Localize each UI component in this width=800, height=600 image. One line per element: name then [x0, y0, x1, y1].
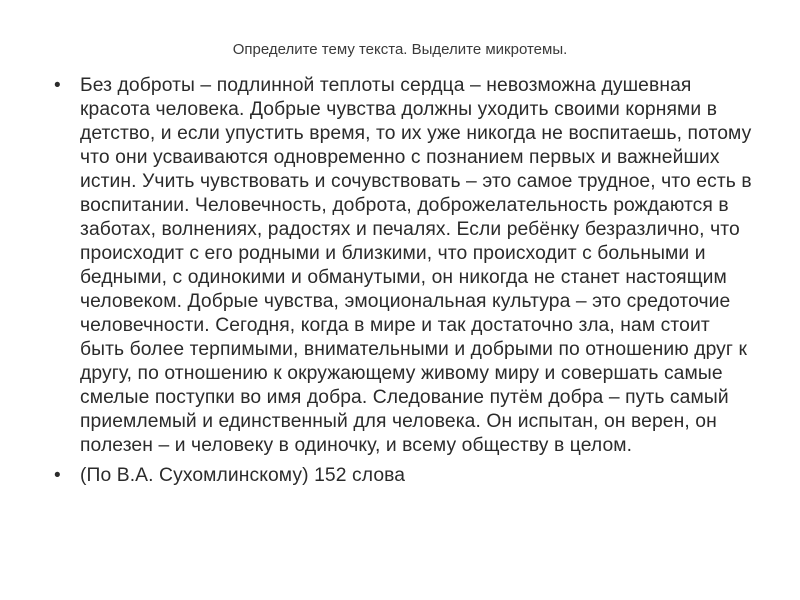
bullet-list: [0, 74, 800, 494]
bullet-marker: •: [54, 465, 61, 486]
main-text-paragraph: Без доброты – подлинной теплоты сердца – невозможна душевная красота человека. Добрые чувства должны уходить своими корнями в детство, и если упустить время, то их уже никогда не воспитаешь, потому что они усваиваются одновременно с познанием первых и важнейших истин. Учить чувствовать и сочувствовать – это самое трудное, что есть в воспитании. Человечность, доброта, доброжелательность рождаются в заботах, волнениях, радостях и печалях. Если ребёнку безразлично, что происходит с его родными и близкими, что происходит с больными и бедными, с одинокими и обманутыми, он никогда не станет настоящим человеком. Добрые чувства, эмоциональная культура – это средоточие человечности. Сегодня, когда в мире и так достаточно зла, нам стоит быть более терпимыми, внимательными и добрыми по отношению друг к другу, по отношению к окружающему живому миру и совершать самые смелые поступки во имя добра. Следование путём добра – путь самый приемлемый и единственный для человека. Он испытан, он верен, он полезен – и человеку в одиночку, и всему обществу в целом.: [80, 75, 752, 456]
bullet-item-main-text: [0, 74, 800, 458]
source-attribution: (По В.А. Сухомлинскому) 152 слова: [80, 465, 406, 486]
bullet-marker: •: [54, 75, 61, 96]
slide-title: Определите тему текста. Выделите микротемы.: [232, 41, 568, 58]
bullet-item-source: [0, 464, 800, 488]
